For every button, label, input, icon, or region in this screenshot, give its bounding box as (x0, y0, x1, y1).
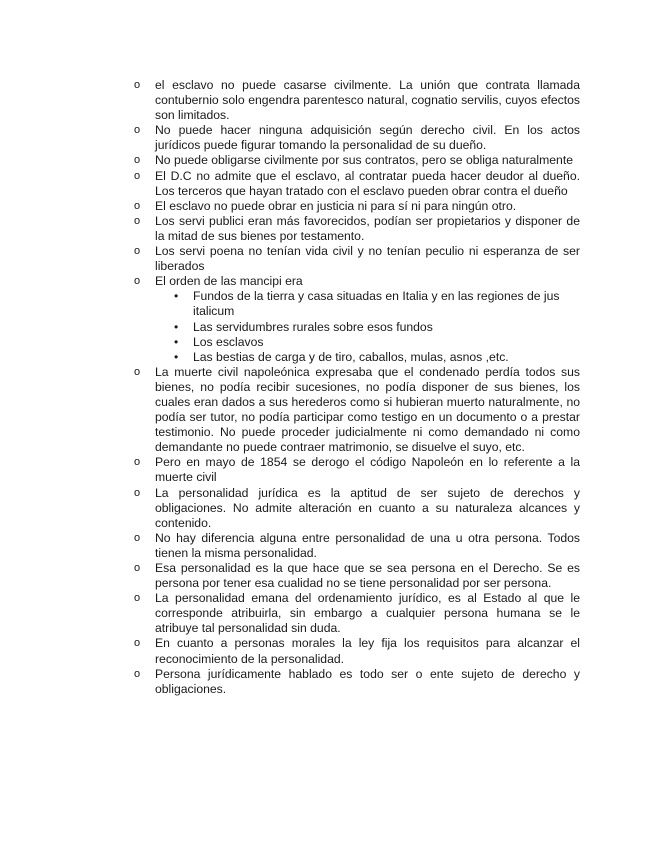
list-item (130, 123, 580, 153)
list-item-text: Persona jurídicamente hablado es todo ser o ente sujeto de derecho y obligaciones. (155, 666, 580, 696)
list-item-text: el esclavo no puede casarse civilmente. La unión que contrata llamada contubernio solo engendra parentesco natural, cognatio servilis, cuyos efectos son limitados. (155, 78, 580, 123)
list-marker: o (134, 214, 141, 227)
list-marker: o (134, 79, 141, 91)
list-marker: o (134, 245, 141, 258)
bullet-marker: • (174, 334, 179, 349)
list-item (130, 486, 580, 531)
list-item (130, 561, 580, 591)
list-item-text: Pero en mayo de 1854 se derogo el código Napoleón en lo referente a la muerte civil (155, 455, 580, 485)
list-marker: o (134, 456, 141, 469)
list-marker: o (134, 562, 141, 574)
list-marker: o (134, 199, 141, 212)
list-item-text: La personalidad jurídica es la aptitud de ser sujeto de derechos y obligaciones. No admite alteración en cuanto a su naturaleza alcances y contenido. (155, 485, 580, 530)
sublist-item-text: Fundos de la tierra y casa situadas en Italia y en las regiones de jus italicum (193, 289, 560, 319)
sublist-item (174, 319, 580, 335)
list-marker: o (134, 154, 141, 167)
list-item-text: No hay diferencia alguna entre personalidad de una u otra persona. Todos tienen la misma personalidad. (155, 530, 580, 560)
list-item-text: La muerte civil napoleónica expresaba que el condenado perdía todos sus bienes, no podía recibir sucesiones, no podía disponer de sus bienes, los cuales eran dados a sus herederos como si hubieran muerto naturalmente, no podía ser tutor, no podía participar como testigo en un documento o a prestar testimonio. No puede proceder judicialmente ni como demandado ni como demandante no puede contraer matrimonio, se disuelve el suyo, etc. (155, 364, 580, 455)
sublist-item (174, 349, 580, 365)
mancipi-sublist (155, 289, 580, 364)
sublist-item-text: Los esclavos (193, 334, 264, 349)
list-item-text: El orden de las mancipi era (155, 274, 303, 289)
list-marker: o (134, 169, 141, 182)
sublist-item-text: Las servidumbres rurales sobre esos fundos (193, 319, 433, 334)
list-item (130, 636, 580, 666)
list-marker: o (134, 592, 141, 605)
list-item (130, 455, 580, 485)
list-item (130, 667, 580, 697)
list-item-text: Esa personalidad es la que hace que se sea persona en el Derecho. Se es persona por tener esa cualidad no se tiene personalidad por ser persona. (155, 561, 580, 591)
sublist-item (174, 289, 580, 319)
list-item-mancipi (130, 274, 580, 365)
list-marker: o (134, 275, 141, 288)
list-item-text: El esclavo no puede obrar en justicia ni para sí ni para ningún otro. (155, 198, 517, 213)
bullet-marker: • (174, 319, 179, 334)
list-marker: o (134, 667, 141, 680)
list-item (130, 244, 580, 274)
sublist-item-text: Las bestias de carga y de tiro, caballos, mulas, asnos ,etc. (193, 349, 509, 364)
list-item-text: No puede obligarse civilmente por sus contratos, pero se obliga naturalmente (155, 153, 573, 168)
bullet-marker: • (174, 289, 179, 304)
list-item (130, 214, 580, 244)
list-marker: o (134, 637, 141, 650)
list-item (130, 365, 580, 456)
list-marker: o (134, 124, 141, 137)
list-item (130, 78, 580, 123)
list-item-text: La personalidad emana del ordenamiento jurídico, es al Estado al que le corresponde atribuirla, sin embargo a cualquier persona humana se le atribuye tal personalidad sin duda. (155, 591, 580, 636)
list-item-text: En cuanto a personas morales la ley fija los requisitos para alcanzar el reconocimiento de la personalidad. (155, 636, 580, 666)
list-item-text: Los servi publici eran más favorecidos, podían ser propietarios y disponer de la mitad de sus bienes por testamento. (155, 213, 580, 243)
list-item (130, 531, 580, 561)
sublist-item (174, 334, 580, 350)
list-marker: o (134, 531, 141, 544)
list-marker: o (134, 486, 141, 499)
list-item-text: No puede hacer ninguna adquisición según derecho civil. En los actos jurídicos puede figurar tomando la personalidad de su dueño. (155, 123, 580, 153)
list-marker: o (134, 365, 141, 378)
list-item (130, 169, 580, 199)
list-item (130, 199, 580, 214)
notes-list (130, 78, 580, 697)
bullet-marker: • (174, 349, 179, 364)
list-item-text: Los servi poena no tenían vida civil y no tenían peculio ni esperanza de ser liberados (155, 244, 580, 274)
list-item (130, 153, 580, 168)
list-item-text: El D.C no admite que el esclavo, al contratar pueda hacer deudor al dueño. Los terceros que hayan tratado con el esclavo pueden obrar contra el dueño (155, 168, 580, 198)
list-item (130, 591, 580, 636)
